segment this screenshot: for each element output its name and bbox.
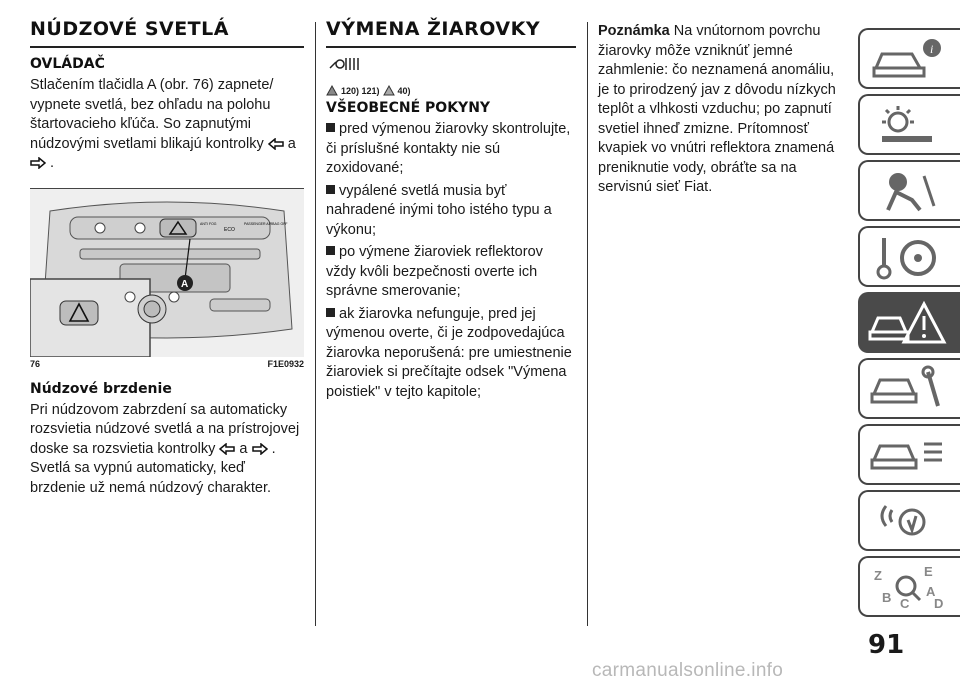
car-info-icon (868, 34, 948, 84)
tab-starting-driving[interactable] (858, 226, 960, 287)
warning-ref-numbers: 120) 121) (341, 85, 380, 96)
bullet-square (326, 308, 335, 317)
turn-left-icon (219, 443, 235, 455)
watermark: carmanualsonline.info (592, 660, 784, 681)
turn-left-icon (268, 138, 284, 150)
list-item: vypálené svetlá musia byť nahradené inými toho istého typu a výkonu; (326, 182, 552, 238)
bullet-square (326, 246, 335, 255)
figure-hazard-button (30, 188, 304, 357)
column-hazard-lights (30, 18, 304, 498)
tab-dashboard-lights[interactable] (858, 94, 960, 155)
callout-a: A (181, 278, 189, 290)
dashboard-lights-icon (868, 100, 948, 150)
svg-text:C: C (900, 596, 910, 611)
column-bulb-replacement (326, 18, 576, 405)
note-paragraph (598, 22, 846, 198)
column-divider (587, 22, 588, 626)
tab-index[interactable] (858, 556, 960, 617)
tab-maintenance[interactable] (858, 358, 960, 419)
svg-text:D: D (934, 596, 944, 611)
figure-caption (30, 359, 304, 369)
emergency-braking-paragraph-2: Svetlá sa vypnú automaticky, keď brzdenie už nemá núdzový charakter. (30, 460, 271, 496)
subtitle-control: OVLÁDAČ (30, 56, 105, 72)
caution-triangle-icon (383, 85, 395, 96)
svg-text:i: i (930, 42, 934, 56)
tab-multimedia[interactable] (858, 490, 960, 551)
car-warning-icon (868, 298, 948, 348)
key-steering-icon (868, 232, 948, 282)
list-item: ak žiarovka nefunguje, pred jej výmenou overte, či je zodpovedajúca žiarovka neporušená: pre umiestnenie žiaroviek si prečítajte odsek "Výmena poistiek" v tejto kapitole; (326, 305, 572, 400)
figure-number: 76 (30, 358, 41, 369)
airbag-label: PASSENGER AIRBAG OFF (244, 221, 288, 226)
eco-label: ECO (224, 226, 235, 233)
hazard-paragraph: Stlačením tlačidla A (obr. 76) zapnete/ vypnete svetlá, bez ohľadu na polohu štartovacieho kľúča. So zapnutými núdzovými svetlami blikajú kontrolky a . (30, 77, 296, 171)
bullet-square (326, 185, 335, 194)
emergency-braking-title: Núdzové brzdenie (30, 380, 172, 397)
svg-text:Z: Z (874, 568, 882, 583)
car-service-icon (868, 364, 948, 414)
multimedia-icon (868, 496, 948, 546)
tab-safety[interactable] (858, 160, 960, 221)
tab-emergency[interactable] (858, 292, 960, 353)
caution-ref-number: 40) (397, 85, 411, 96)
emergency-braking-paragraph: Pri núdzovom zabrzdení sa automaticky rozsvietia núdzové svetlá a na prístrojovej doske sa rozsvietia kontrolky a . (30, 401, 300, 457)
subtitle-general: VŠEOBECNÉ POKYNY (326, 100, 491, 116)
warning-references (326, 85, 576, 96)
warning-triangle-icon (326, 85, 338, 96)
column-note (598, 22, 846, 198)
list-item: pred výmenou žiarovky skontrolujte, či príslušné kontakty nie sú zoxidované; (326, 121, 571, 176)
fog-label: ANTI FOG (200, 221, 217, 226)
figure-code: F1E0932 (267, 358, 304, 369)
column-divider (315, 22, 316, 626)
alphabet-index-icon (868, 562, 948, 612)
bullet-square (326, 123, 335, 132)
section-title-hazard: NÚDZOVÉ SVETLÁ (30, 18, 304, 48)
svg-text:E: E (924, 564, 933, 579)
bulb-symbol-icon (326, 54, 366, 74)
note-label: Poznámka (598, 23, 670, 39)
tab-technical-data[interactable] (858, 424, 960, 485)
turn-right-icon (30, 157, 46, 169)
svg-text:B: B (882, 590, 892, 605)
dashboard-console-illustration (30, 189, 304, 357)
page-number: 91 (868, 630, 905, 660)
list-item: po výmene žiaroviek reflektorov vždy kvôli bezpečnosti overte ich správne smerovanie; (326, 244, 543, 299)
airbag-seat-icon (868, 166, 948, 216)
section-title-bulb: VÝMENA ŽIAROVKY (326, 18, 576, 48)
turn-right-icon (252, 443, 268, 455)
tab-car-info[interactable] (858, 28, 960, 89)
note-text: Na vnútornom povrchu žiarovky môže vzniknúť jemné zahmlenie: čo neznamená anomáliu, je to prirodzený jav z dôvodu nízkych teplôt a vlhkosti vzduchu; po zapnutí svetiel ihneď zmizne. Prítomnosť kvapiek vo vnútri reflektora znamená preniknutie vody, obráťte sa na servisnú sieť Fiat. (598, 23, 836, 195)
svg-text:A: A (926, 584, 936, 599)
technical-data-icon (868, 430, 948, 480)
